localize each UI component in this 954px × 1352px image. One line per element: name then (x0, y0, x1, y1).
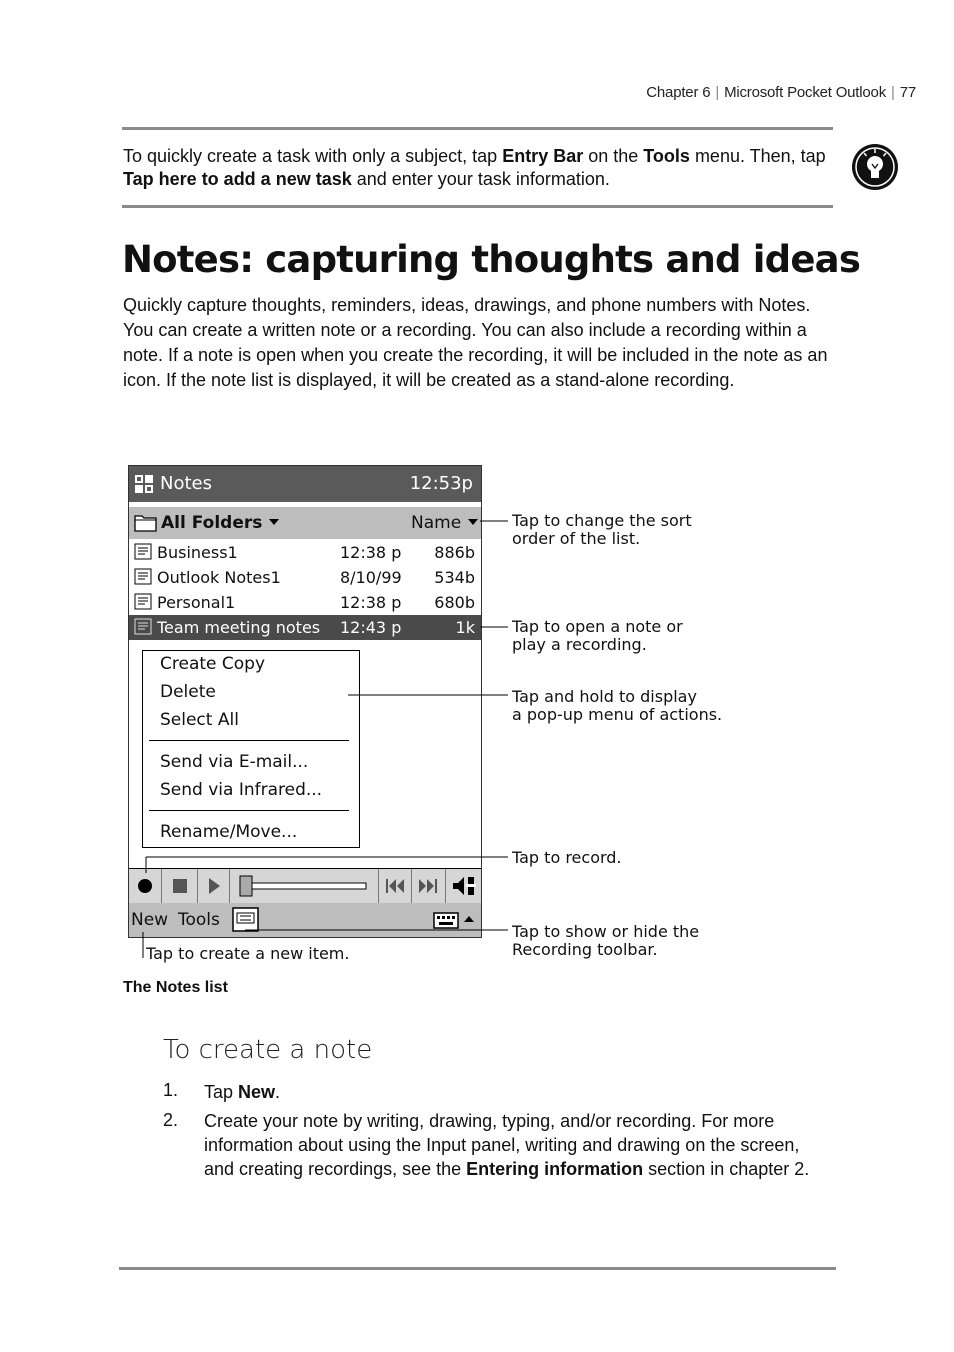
step-bold: New (238, 1082, 276, 1102)
callout-line: Tap and hold to display (512, 687, 697, 706)
menu-item-select-all[interactable]: Select All (160, 710, 239, 730)
tip-text-part: To quickly create a task with only a subject, tap (123, 146, 503, 166)
new-menu-button[interactable]: New (131, 910, 169, 930)
note-name: Outlook Notes1 (157, 568, 281, 587)
menu-item-send-infrared[interactable]: Send via Infrared... (160, 780, 323, 800)
running-header: Chapter 6 | Microsoft Pocket Outlook | 77 (646, 84, 916, 101)
callout-toolbar (512, 923, 699, 959)
step-text-part: Create your note by writing, drawing, typing, and/or recording. For more information about using the Input panel, writing and drawing on the screen, and creating recordings, see the (204, 1111, 800, 1179)
callout-line: a pop-up menu of actions. (512, 705, 723, 724)
note-size: 534b (434, 568, 475, 587)
tip-bold-entry-bar: Entry Bar (502, 146, 584, 166)
note-date: 8/10/99 (340, 568, 402, 587)
figure-caption: The Notes list (123, 979, 228, 996)
folder-dropdown-label: All Folders (161, 513, 263, 533)
tip-text-part: on the (583, 146, 644, 166)
step-text (204, 1080, 844, 1104)
callout-line: Tap to change the sort (512, 511, 692, 530)
tip-text-part: and enter your task information. (351, 169, 610, 189)
footer-rule (119, 1267, 836, 1270)
menu-item-delete[interactable]: Delete (160, 682, 216, 702)
note-name: Team meeting notes (157, 618, 321, 637)
step-text-part: . (275, 1082, 281, 1102)
callout-line: play a recording. (512, 635, 647, 654)
intro-paragraph: Quickly capture thoughts, reminders, ideas, drawings, and phone numbers with Notes. You can create a written note or a recording. You can also include a recording within a note. If a note is open when you create the recording, it will be included in the note as an icon. If the note list is displayed, it will be created as a stand-alone recording. (123, 295, 828, 390)
step-text (204, 1109, 834, 1181)
note-size: 886b (434, 543, 475, 562)
callout-sort (512, 512, 692, 548)
note-date: 12:38 p (340, 593, 402, 612)
callout-line: Recording toolbar. (512, 940, 658, 959)
step-text-part: section in chapter 2. (643, 1159, 810, 1179)
note-size: 680b (434, 593, 475, 612)
page-number: 77 (899, 84, 916, 101)
note-name: Business1 (157, 543, 238, 562)
clock[interactable]: 12:53p (409, 473, 473, 494)
callout-new-item: Tap to create a new item. (146, 944, 350, 963)
callout-line: Tap to open a note or (512, 617, 683, 636)
tools-menu-button[interactable]: Tools (178, 910, 220, 930)
callout-line: Tap to show or hide the (512, 922, 700, 941)
chapter-label: Chapter 6 (646, 84, 711, 101)
callout-line: order of the list. (512, 529, 641, 548)
note-name: Personal1 (157, 593, 236, 612)
step-number: 2. (163, 1110, 179, 1130)
note-date: 12:43 p (340, 618, 402, 637)
step-text-part: Tap (204, 1082, 239, 1102)
tip-bold-tools: Tools (643, 146, 690, 166)
app-title: Notes (160, 473, 212, 494)
note-date: 12:38 p (340, 543, 402, 562)
tip-text-part: menu. Then, tap (689, 146, 826, 166)
step-bold: Entering information (466, 1159, 644, 1179)
menu-item-create-copy[interactable]: Create Copy (160, 654, 266, 674)
tip-bold-add-task: Tap here to add a new task (123, 169, 352, 189)
note-size: 1k (455, 618, 475, 637)
section-heading: Notes: capturing thoughts and ideas (122, 238, 861, 281)
callout-hold (512, 688, 722, 724)
menu-item-rename-move[interactable]: Rename/Move... (160, 822, 298, 842)
callout-open (512, 618, 683, 654)
callout-record: Tap to record. (512, 848, 622, 867)
step-number: 1. (163, 1080, 179, 1100)
menu-item-send-email[interactable]: Send via E-mail... (160, 752, 309, 772)
subheading: To create a note (163, 1035, 373, 1065)
sort-dropdown-label: Name (411, 513, 462, 533)
section-label: Microsoft Pocket Outlook (724, 84, 886, 101)
